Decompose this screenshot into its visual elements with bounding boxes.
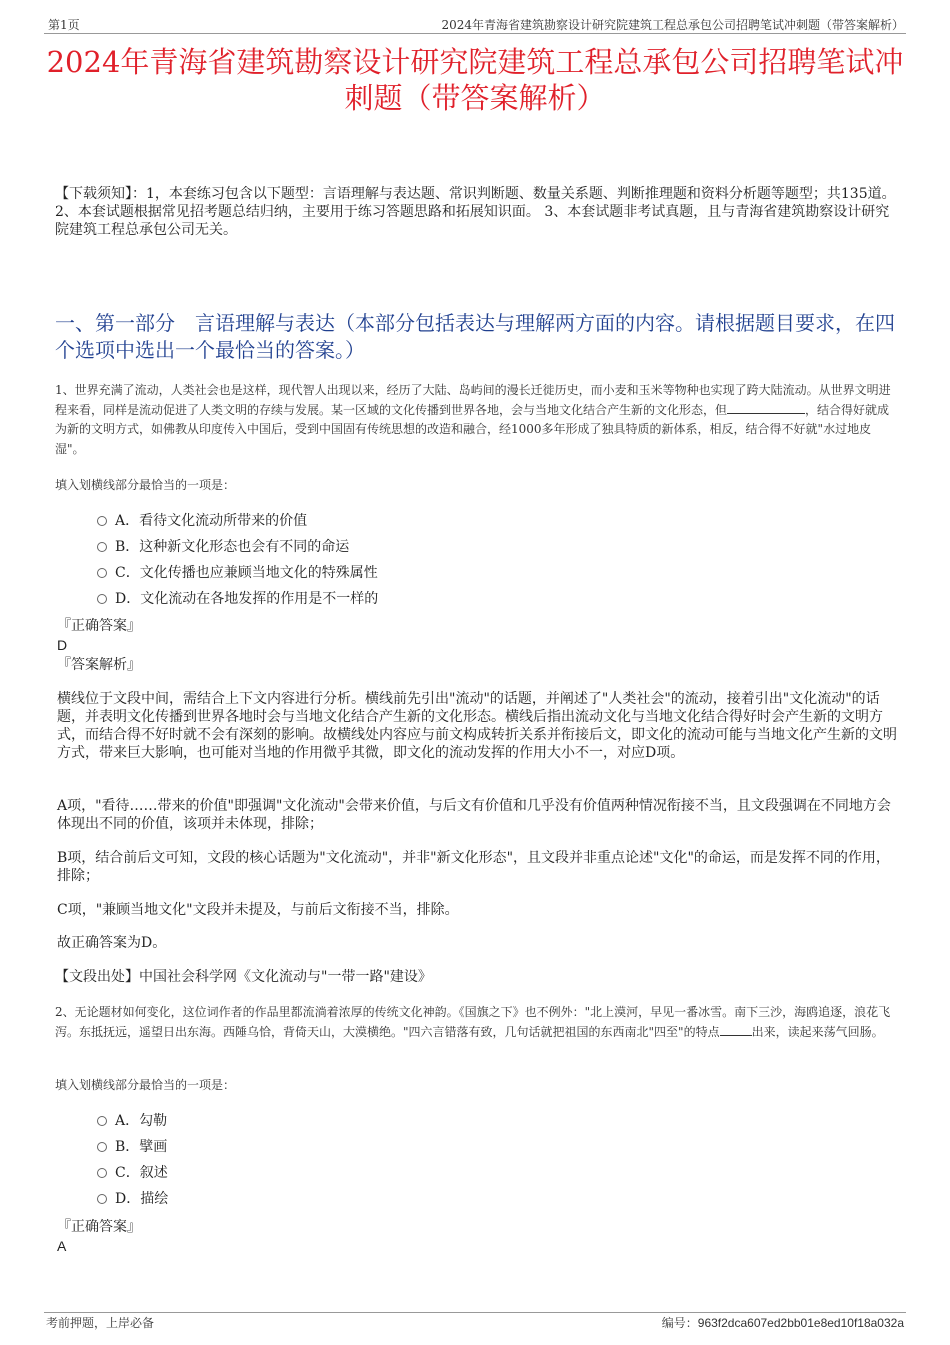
radio-icon[interactable] — [97, 542, 107, 552]
stem-text: 出来，读起来荡气回肠。 — [751, 1024, 884, 1039]
analysis-label: 『答案解析』 — [57, 657, 141, 673]
option-d[interactable] — [97, 586, 378, 612]
option-b[interactable] — [97, 1134, 167, 1160]
document-title: 2024年青海省建筑勘察设计研究院建筑工程总承包公司招聘笔试冲刺题（带答案解析） — [46, 45, 904, 115]
header-title: 2024年青海省建筑勘察设计研究院建筑工程总承包公司招聘笔试冲刺题（带答案解析） — [441, 18, 904, 32]
option-d[interactable] — [97, 1186, 168, 1212]
analysis-paragraph: C项，"兼顾当地文化"文段并未提及，与前后文衔接不当，排除。 — [57, 902, 459, 918]
answer-value: D — [57, 637, 68, 653]
option-label: C．文化传播也应兼顾当地文化的特殊属性 — [115, 565, 378, 581]
question-1-prompt: 填入划横线部分最恰当的一项是： — [55, 478, 236, 492]
section-heading: 一、第一部分 言语理解与表达（本部分包括表达与理解两方面的内容。请根据题目要求，在四个选项中选出一个最恰当的答案。） — [55, 311, 895, 362]
answer-label: 『正确答案』 — [57, 1219, 141, 1235]
stem-text: 1、世界充满了流动，人类社会也是这样，现代智人出现以来，经历了大陆、岛屿间的漫长迁徙历史，而小麦和玉米等物种也实现了跨大陆流动。从世界文明进程来看，同样是流动促进了人类文明的存续与发展。某一区域的文化传播到世界各地，会与当地文化结合产生新的文化形态，但 — [55, 383, 891, 417]
radio-icon[interactable] — [97, 1116, 107, 1126]
download-notice: 【下载须知】：1，本套练习包含以下题型：言语理解与表达题、常识判断题、数量关系题、判断推理题和资料分析题等题型；共135道。 2、本套试题根据常见招考题总结归纳，主要用于练习答题思路和拓展知识面。 3、本套试题非考试真题，且与青海省建筑勘察设计研究院建筑工程总承包公司无关。 — [55, 186, 896, 238]
radio-icon[interactable] — [97, 1142, 107, 1152]
answer-blank — [720, 1023, 752, 1036]
header-divider — [44, 33, 906, 34]
option-label: B．擘画 — [115, 1139, 168, 1155]
question-1-stem — [55, 381, 895, 459]
radio-icon[interactable] — [97, 568, 107, 578]
stem-text: ，结合得好就成为新的文明方式，如佛教从印度传入中国后，受到中国固有传统思想的改造和融合，经1000多年形成了独具特质的新体系，相反，结合得不好就"水过地皮湿"。 — [55, 402, 890, 456]
question-2-prompt: 填入划横线部分最恰当的一项是： — [55, 1078, 236, 1092]
analysis-paragraph: A项，"看待……带来的价值"即强调"文化流动"会带来价值，与后文有价值和几乎没有价值两种情况衔接不当，且文段强调在不同地方会体现出不同的价值，该项并未体现，排除； — [57, 798, 891, 832]
footer-doc-id: 编号：963f2dca607ed2bb01e8ed10f18a032a — [661, 1316, 904, 1330]
option-c[interactable] — [97, 560, 378, 586]
option-c[interactable] — [97, 1160, 168, 1186]
option-label: C．叙述 — [115, 1165, 168, 1181]
option-label: A．看待文化流动所带来的价值 — [115, 513, 308, 529]
footer-divider — [44, 1312, 906, 1313]
option-label: B．这种新文化形态也会有不同的命运 — [115, 539, 350, 555]
analysis-paragraph: 横线位于文段中间，需结合上下文内容进行分析。横线前先引出"流动"的话题，并阐述了"人类社会"的流动，接着引出"文化流动"的话题，并表明文化传播到世界各地时会与当地文化结合产生新的文化形态。横线后指出流动文化与当地文化结合得好时会产生新的文明方式，而结合得不好时就不会有深刻的影响。故横线处内容应与前文构成转折关系并衔接后文，即文化的流动可能与当地文化产生新的文明方式，带来巨大影响，也可能对当地的作用微乎其微，即文化的流动发挥的作用大小不一，对应D项。 — [57, 691, 897, 761]
option-a[interactable] — [97, 508, 307, 534]
radio-icon[interactable] — [97, 1194, 107, 1204]
source-citation: 【文段出处】中国社会科学网《文化流动与"一带一路"建设》 — [55, 969, 432, 985]
option-label: D．文化流动在各地发挥的作用是不一样的 — [115, 591, 379, 607]
question-2-stem — [55, 1003, 895, 1042]
answer-blank — [727, 401, 805, 414]
answer-label: 『正确答案』 — [57, 618, 141, 634]
analysis-conclusion: 故正确答案为D。 — [57, 935, 167, 951]
option-label: D．描绘 — [115, 1191, 169, 1207]
option-a[interactable] — [97, 1108, 167, 1134]
answer-value: A — [57, 1238, 67, 1254]
option-label: A．勾勒 — [115, 1113, 168, 1129]
page-number: 第1页 — [48, 18, 80, 32]
radio-icon[interactable] — [97, 516, 107, 526]
stem-text: 2、无论题材如何变化，这位词作者的作品里都流淌着浓厚的传统文化神韵。《国旗之下》也不例外："北上漠河，早见一番冰雪。南下三沙，海鸥追逐，浪花飞泻。东抵抚远，遥望日出东海。西陲乌恰，背倚天山，大漠横绝。"四六言错落有致，几句话就把祖国的东西南北"四至"的特点 — [55, 1005, 891, 1039]
option-b[interactable] — [97, 534, 349, 560]
analysis-paragraph: B项，结合前后文可知，文段的核心话题为"文化流动"，并非"新文化形态"，且文段并非重点论述"文化"的命运，而是发挥不同的作用，排除； — [57, 850, 890, 884]
radio-icon[interactable] — [97, 594, 107, 604]
footer-slogan: 考前押题，上岸必备 — [46, 1316, 155, 1330]
radio-icon[interactable] — [97, 1168, 107, 1178]
